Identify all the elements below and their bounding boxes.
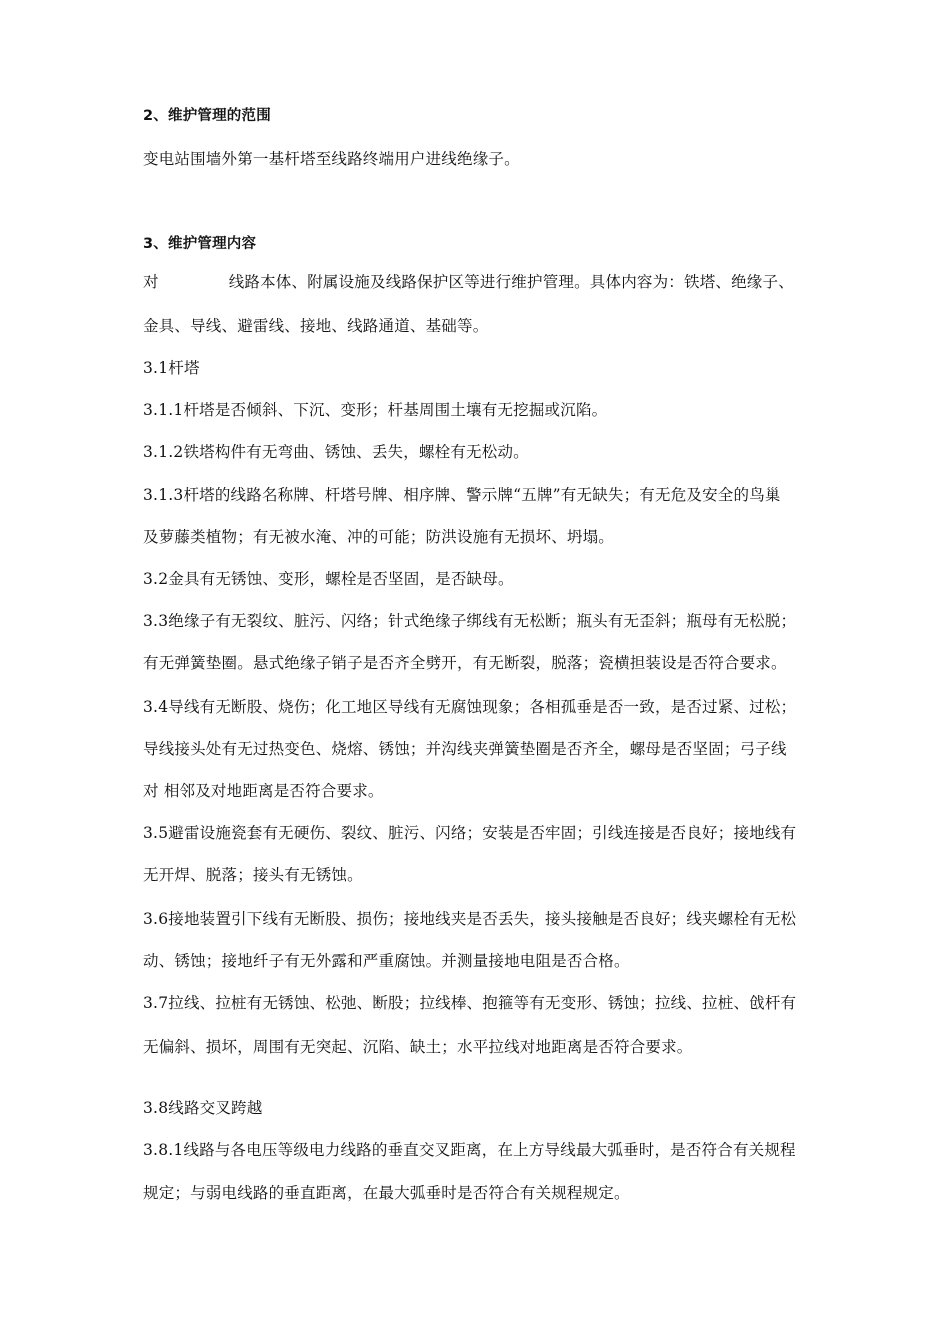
paragraph-scope: 变电站围墙外第一基杆塔至线路终端用户进线绝缘子。 [143, 150, 520, 168]
item-3-6-line1: 3.6接地装置引下线有无断股、损伤；接地线夹是否丢失，接头接触是否良好；线夹螺栓有无松 [143, 910, 797, 928]
item-3-1-1: 3.1.1杆塔是否倾斜、下沉、变形；杆基周围土壤有无挖掘或沉陷。 [143, 401, 608, 419]
item-3-1-3-line1: 3.1.3杆塔的线路名称牌、杆塔号牌、相序牌、警示牌“五牌”有无缺失；有无危及安全的鸟巢 [143, 486, 781, 504]
intro-rest: 线路本体、附属设施及线路保护区等进行维护管理。具体内容为：铁塔、绝缘子、 [228, 273, 794, 291]
section-heading-scope: 2、维护管理的范围 [143, 108, 271, 124]
item-3-1: 3.1杆塔 [143, 359, 200, 377]
item-3-8: 3.8线路交叉跨越 [143, 1099, 263, 1117]
item-3-4-line3: 对 相邻及对地距离是否符合要求。 [143, 782, 384, 800]
item-3-4-line1: 3.4导线有无断股、烧伤；化工地区导线有无腐蚀现象；各相孤垂是否一致，是否过紧、过松； [143, 698, 797, 716]
item-3-1-2: 3.1.2铁塔构件有无弯曲、锈蚀、丢失，螺栓有无松动。 [143, 443, 529, 461]
item-3-1-3-line2: 及萝藤类植物；有无被水淹、冲的可能；防洪设施有无损坏、坍塌。 [143, 528, 615, 546]
item-3-3-line2: 有无弹簧垫圈。悬式绝缘子销子是否齐全劈开，有无断裂，脱落；瓷横担装设是否符合要求。 [143, 654, 787, 672]
item-3-6-line2: 动、锈蚀；接地纤子有无外露和严重腐蚀。并测量接地电阻是否合格。 [143, 952, 630, 970]
item-3-7-line1: 3.7拉线、拉桩有无锈蚀、松弛、断股；拉线棒、抱箍等有无变形、锈蚀；拉线、拉桩、戗杆有 [143, 994, 797, 1012]
item-3-5-line1: 3.5避雷设施瓷套有无硬伤、裂纹、脏污、闪络；安装是否牢固；引线连接是否良好；接地线有 [143, 824, 797, 842]
item-3-8-1-line2: 规定；与弱电线路的垂直距离，在最大弧垂时是否符合有关规程规定。 [143, 1184, 630, 1202]
paragraph-content-intro [143, 271, 813, 293]
item-3-7-line2: 无偏斜、损坏，周围有无突起、沉陷、缺土；水平拉线对地距离是否符合要求。 [143, 1038, 693, 1056]
item-3-8-1-line1: 3.8.1线路与各电压等级电力线路的垂直交叉距离，在上方导线最大弧垂时，是否符合有关规程 [143, 1141, 796, 1159]
item-3-2: 3.2金具有无锈蚀、变形，螺栓是否坚固，是否缺母。 [143, 570, 514, 588]
item-3-4-line2: 导线接头处有无过热变色、烧熔、锈蚀；并沟线夹弹簧垫圈是否齐全，螺母是否坚固；弓子线 [143, 740, 787, 758]
paragraph-content-intro-line2: 金具、导线、避雷线、接地、线路通道、基础等。 [143, 317, 489, 335]
item-3-5-line2: 无开焊、脱落；接头有无锈蚀。 [143, 866, 363, 884]
intro-prefix: 对 [143, 273, 159, 291]
section-heading-content: 3、维护管理内容 [143, 236, 257, 252]
item-3-3-line1: 3.3绝缘子有无裂纹、脏污、闪络；针式绝缘子绑线有无松断；瓶头有无歪斜；瓶母有无松脱； [143, 612, 797, 630]
